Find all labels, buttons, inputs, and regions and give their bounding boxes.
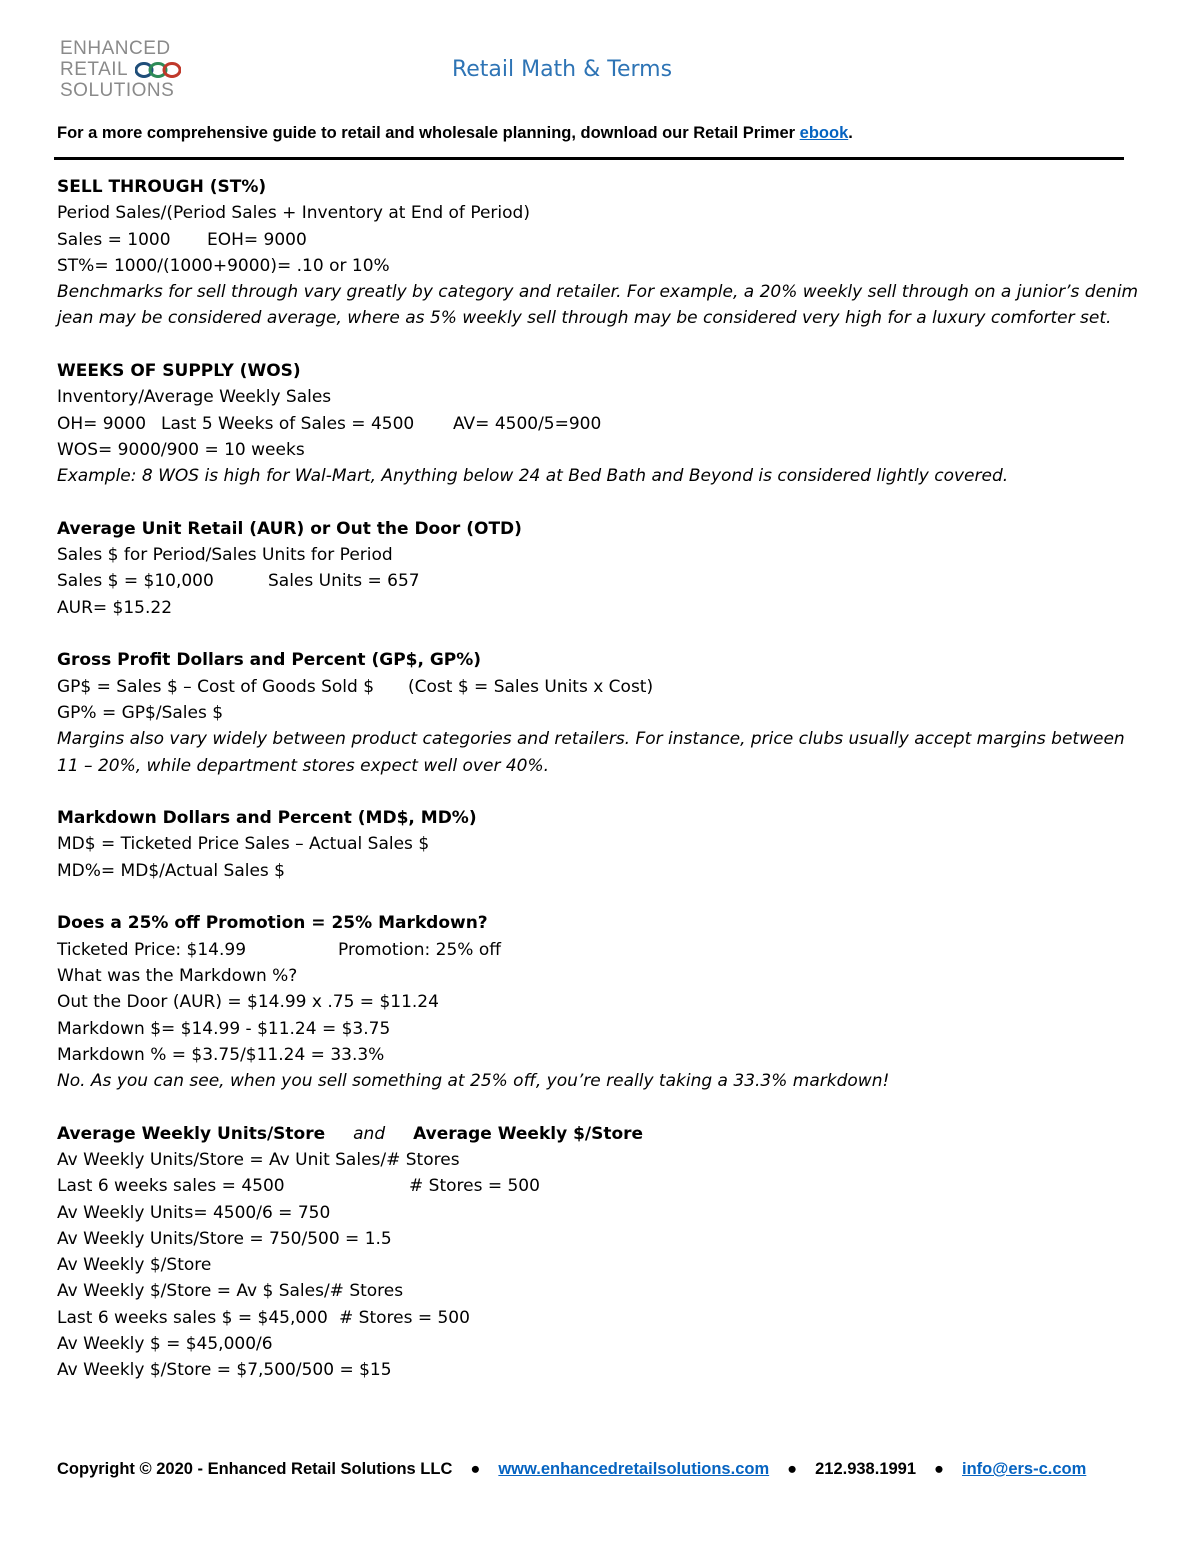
margin-note: Margins also vary widely between product categories and retailers. For instance, price clubs usually accept margins between 11 – 20%, while department stores expect well over 40%. bbox=[57, 729, 1125, 776]
conclusion-note: No. As you can see, when you sell something at 25% off, you’re really taking a 33.3% markdown! bbox=[57, 1071, 890, 1092]
example-line: Ticketed Price: $14.99 Promotion: 25% off bbox=[57, 939, 501, 960]
section-heading-promotion: Does a 25% off Promotion = 25% Markdown? bbox=[57, 913, 488, 934]
ebook-link[interactable]: ebook bbox=[799, 124, 849, 142]
header-divider bbox=[54, 157, 1124, 160]
formula-line: GP$ = Sales $ – Cost of Goods Sold $ (Cost $ = Sales Units x Cost) bbox=[57, 676, 654, 697]
formula-line: Sales $ for Period/Sales Units for Period bbox=[57, 545, 393, 566]
formula-line: Av Weekly $/Store = Av $ Sales/# Stores bbox=[57, 1281, 404, 1302]
main-content bbox=[57, 174, 1147, 1384]
example-line: Last 6 weeks sales $ = $45,000 # Stores = 500 bbox=[57, 1307, 470, 1328]
calculation-line: Av Weekly $/Store = $7,500/500 = $15 bbox=[57, 1360, 392, 1381]
benchmark-note: Benchmarks for sell through vary greatly by category and retailer. For example, a 20% weekly sell through on a junior’s denim jean may be considered average, where as 5% weekly sell through may be considered very high for a luxury comforter set. bbox=[57, 282, 1139, 329]
email-link[interactable]: info@ers-c.com bbox=[962, 1460, 1087, 1478]
phone-number: 212.938.1991 bbox=[815, 1460, 917, 1478]
example-line: Sales $ = $10,000 Sales Units = 657 bbox=[57, 571, 420, 592]
copyright-text: Copyright © 2020 - Enhanced Retail Solutions LLC bbox=[57, 1460, 453, 1478]
example-line: Sales = 1000 EOH= 9000 bbox=[57, 229, 307, 250]
calculation-line: Markdown $= $14.99 - $11.24 = $3.75 bbox=[57, 1018, 391, 1039]
logo-text-retail: RETAIL bbox=[60, 59, 128, 80]
intro-text: For a more comprehensive guide to retail and wholesale planning, download our Retail Primer ebook. bbox=[57, 124, 853, 142]
section-heading-weekly: Average Weekly Units/Store and Average Weekly $/Store bbox=[57, 1123, 644, 1144]
calculation-line: Av Weekly Units= 4500/6 = 750 bbox=[57, 1202, 331, 1223]
example-line: OH= 9000 Last 5 Weeks of Sales = 4500 AV= 4500/5=900 bbox=[57, 413, 602, 434]
calculation-line: ST%= 1000/(1000+9000)= .10 or 10% bbox=[57, 255, 390, 276]
formula-line: GP% = GP$/Sales $ bbox=[57, 702, 224, 723]
logo-text-solutions: SOLUTIONS bbox=[60, 80, 175, 101]
page-title: Retail Math & Terms bbox=[451, 57, 673, 82]
bullet-separator: ● bbox=[934, 1460, 944, 1478]
formula-line: Period Sales/(Period Sales + Inventory at End of Period) bbox=[57, 203, 530, 224]
bullet-separator: ● bbox=[787, 1460, 798, 1478]
example-line: Last 6 weeks sales = 4500 # Stores = 500 bbox=[57, 1176, 540, 1197]
website-link[interactable]: www.enhancedretailsolutions.com bbox=[498, 1460, 770, 1478]
bullet-separator: ● bbox=[470, 1460, 481, 1478]
calculation-line: AUR= $15.22 bbox=[57, 597, 173, 618]
formula-line: Inventory/Average Weekly Sales bbox=[57, 387, 332, 408]
calculation-line: Markdown % = $3.75/$11.24 = 33.3% bbox=[57, 1044, 385, 1065]
page-footer bbox=[57, 1460, 1086, 1479]
calculation-line: Av Weekly Units/Store = 750/500 = 1.5 bbox=[57, 1228, 392, 1249]
section-heading-wos: WEEKS OF SUPPLY (WOS) bbox=[57, 361, 301, 382]
example-note: Example: 8 WOS is high for Wal-Mart, Anything below 24 at Bed Bath and Beyond is considered lightly covered. bbox=[57, 466, 1009, 487]
calculation-line: Out the Door (AUR) = $14.99 x .75 = $11.24 bbox=[57, 992, 439, 1013]
calculation-line: WOS= 9000/900 = 10 weeks bbox=[57, 439, 305, 460]
question-line: What was the Markdown %? bbox=[57, 965, 298, 986]
section-heading-markdown: Markdown Dollars and Percent (MD$, MD%) bbox=[57, 808, 477, 829]
formula-line: MD%= MD$/Actual Sales $ bbox=[57, 860, 285, 881]
subheading-line: Av Weekly $/Store bbox=[57, 1255, 212, 1276]
section-heading-gross-profit: Gross Profit Dollars and Percent (GP$, GP%) bbox=[57, 650, 482, 671]
section-heading-aur: Average Unit Retail (AUR) or Out the Door (OTD) bbox=[57, 518, 522, 539]
logo-text-enhanced: ENHANCED bbox=[60, 38, 171, 59]
section-heading-sell-through: SELL THROUGH (ST%) bbox=[57, 177, 267, 197]
formula-line: Av Weekly Units/Store = Av Unit Sales/# Stores bbox=[57, 1149, 460, 1170]
formula-line: MD$ = Ticketed Price Sales – Actual Sales $ bbox=[57, 834, 430, 855]
calculation-line: Av Weekly $ = $45,000/6 bbox=[57, 1334, 273, 1355]
